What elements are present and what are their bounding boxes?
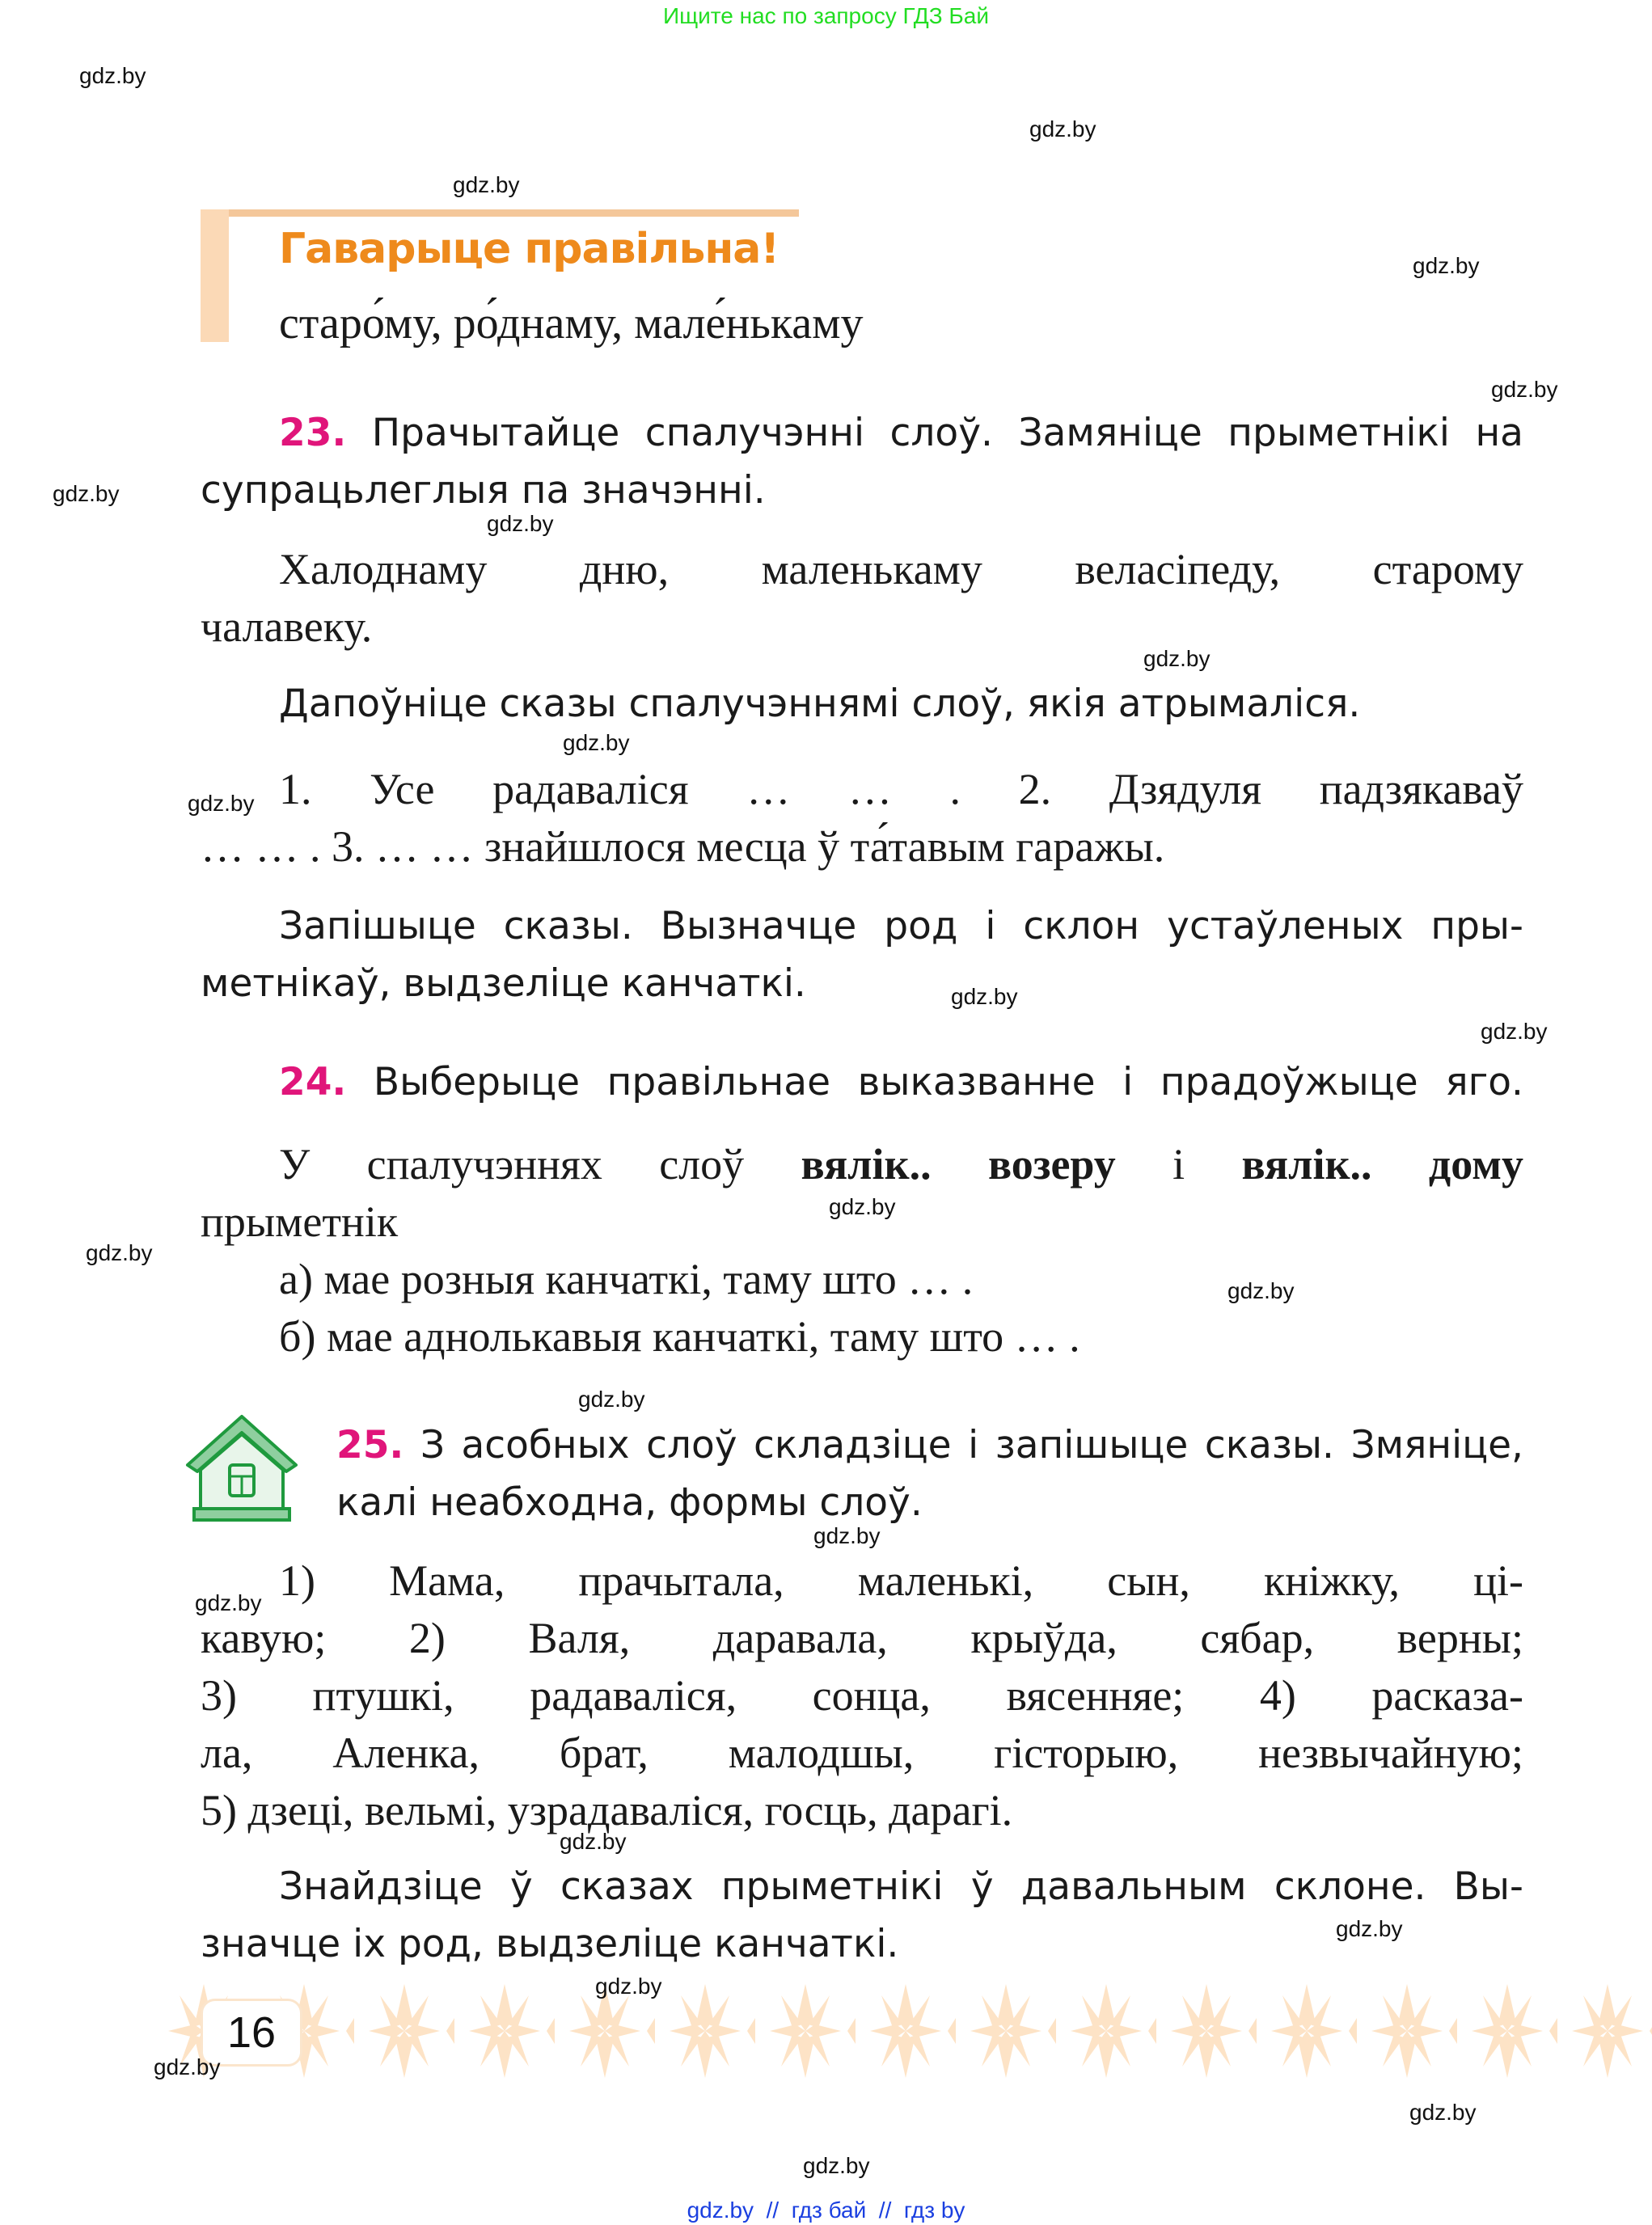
watermark: gdz.by [951,984,1018,1009]
task-line: Запішыце сказы. Вызначце род і склон устаўленых пры- [279,904,1523,948]
phrase-line: Халоднаму дню, маленькаму веласіпеду, старому [279,545,1523,593]
exercise-24-statement [201,1136,1523,1366]
watermark: gdz.by [1409,2100,1477,2125]
top-ad-link[interactable]: Ищите нас по запросу ГДЗ Бай [662,3,990,28]
watermark: gdz.by [595,1974,662,1999]
rule-box-words: старо́му, ро́днаму, мале́нькаму [279,298,864,348]
watermark: gdz.by [86,1240,153,1265]
task-line: калі неабходна, формы слоў. [336,1480,923,1525]
watermark: gdz.by [154,2054,221,2079]
word-list-line: 3) птушкі, радаваліся, сонца, вясенняе; 4) расказа- [201,1671,1523,1720]
rule-box-title: Гаварыце правільна! [279,225,780,273]
watermark: gdz.by [1029,116,1096,141]
bold-phrase: вялік.. дому [1241,1140,1524,1188]
word-list-line: кавую; 2) Валя, даравала, крыўда, сябар, верны; [201,1614,1523,1662]
task-line: З асобных слоў складзіце і запішыце сказы. Змяніце, [420,1423,1523,1467]
exercise-23-task [201,404,1523,519]
task-line: Выберыце правільнае выказванне і прадоўжыце яго. [373,1060,1523,1104]
sentence-line: 1. Усе радаваліся … … . 2. Дзядуля падзякаваў [279,765,1523,813]
watermark: gdz.by [1227,1278,1295,1303]
exercise-23-sentences [201,761,1523,876]
option-b: б) мае аднолькавыя канчаткі, таму што … . [279,1312,1080,1361]
sentence-line: … … . 3. … … знайшлося месца ў та́тавым гаражы. [201,822,1165,871]
phrase-line: чалавеку. [201,602,373,651]
watermark: gdz.by [813,1523,881,1548]
statement-text: У спалучэннях слоў [279,1140,801,1188]
exercise-23-phrases [201,541,1523,656]
task-line: Знайдзіце ў сказах прыметнікі ў давальным склоне. Вы- [279,1864,1523,1909]
watermark: gdz.by [453,172,520,197]
task-line: супрацьлеглыя па значэнні. [201,468,766,513]
ornament-border [154,1981,1652,2081]
exercise-25-word-list [201,1552,1523,1839]
task-line: метнікаў, выдзеліце канчаткі. [201,961,806,1006]
statement-text: і [1115,1140,1242,1188]
watermark: gdz.by [487,511,554,536]
rule-box-top-bar [201,209,799,217]
exercise-number: 24. [279,1060,347,1104]
watermark: gdz.by [563,730,630,755]
exercise-25-task [336,1416,1523,1531]
watermark: gdz.by [1143,646,1210,671]
watermark: gdz.by [188,791,255,816]
watermark: gdz.by [1336,1916,1403,1941]
watermark: gdz.by [829,1194,896,1219]
watermark: gdz.by [803,2153,870,2178]
bold-phrase: вялік.. возеру [801,1140,1116,1188]
watermark: gdz.by [195,1590,262,1615]
task-line: Прачытайце спалучэнні слоў. Замяніце прыметнікі на [371,411,1523,455]
exercise-24-task [201,1053,1523,1111]
exercise-number: 25. [336,1423,404,1467]
watermark: gdz.by [1413,253,1480,278]
watermark: gdz.by [1481,1019,1548,1044]
watermark: gdz.by [1491,377,1558,402]
watermark: gdz.by [560,1829,627,1854]
watermark: gdz.by [578,1387,645,1412]
rule-box-side-bar [201,209,229,342]
watermark: gdz.by [79,63,146,88]
statement-text: прыметнік [201,1197,399,1246]
task-line: значце іх род, выдзеліце канчаткі. [201,1922,899,1966]
exercise-23-task3 [201,897,1523,1012]
watermark: gdz.by [53,481,120,506]
task-line: Дапоўніце сказы спалучэннямі слоў, якія атрымаліся. [279,682,1361,726]
word-list-line: 5) дзеці, вельмі, узрадаваліся, госць, дарагі. [201,1786,1013,1834]
option-a: а) мае розныя канчаткі, таму што … . [279,1255,974,1303]
word-list-line: 1) Мама, прачытала, маленькі, сын, кніжку, ці- [279,1556,1523,1605]
home-icon [183,1412,301,1525]
exercise-23-task2 [201,675,1523,733]
word-list-line: ла, Аленка, брат, малодшы, гісторыю, незвычайную; [201,1729,1523,1777]
bottom-ad-link[interactable]: gdz.by // гдз бай // гдз by [687,2198,965,2223]
exercise-25-task2 [201,1858,1523,1973]
page-number: 16 [226,2008,277,2057]
exercise-number: 23. [279,411,347,455]
